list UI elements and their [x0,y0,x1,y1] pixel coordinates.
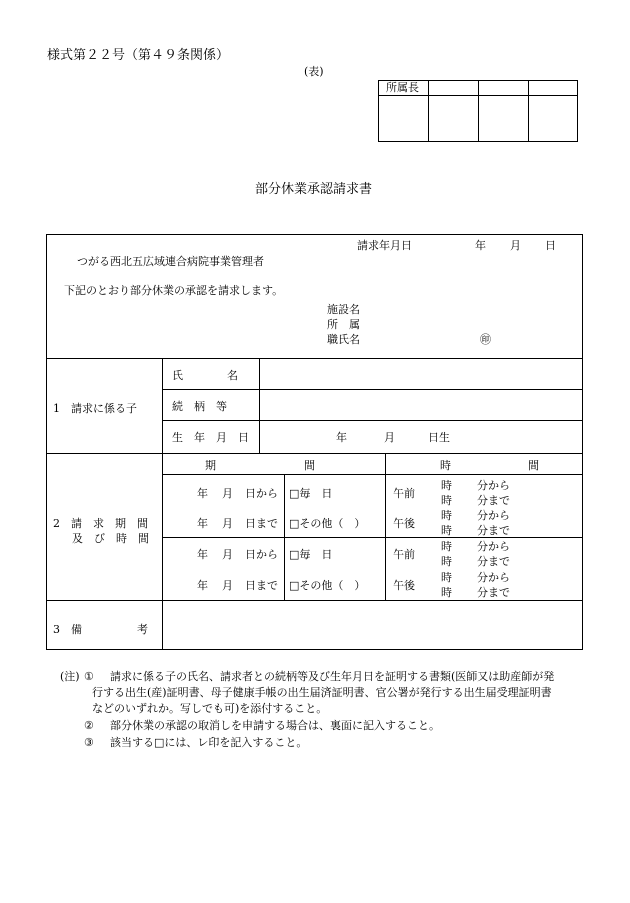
time5-from: 分から [477,540,510,553]
time4-to: 分まで [477,524,510,537]
time8-hour: 時 [441,586,452,599]
period1-from-month: 月 [222,487,233,500]
period1-to-day: 日まで [245,517,278,530]
time2-to: 分まで [477,494,510,507]
relation-label: 続 柄 等 [172,400,227,413]
period2-from-month: 月 [222,548,233,561]
addressee: つがる西北五広域連合病院事業管理者 [77,255,264,268]
section2-label-line2: 及 び 時 間 [72,532,149,545]
request-date-day: 日 [545,239,556,252]
time7-hour: 時 [441,571,452,584]
request-statement: 下記のとおり部分休業の承認を請求します。 [64,284,284,297]
time6-to: 分まで [477,555,510,568]
time5-hour: 時 [441,540,452,553]
time2-hour: 時 [441,494,452,507]
time1-hour: 時 [441,479,452,492]
time3-from: 分から [477,509,510,522]
period1-am: 午前 [393,487,415,500]
child-name-label: 氏 名 [172,369,238,382]
time8-to: 分まで [477,586,510,599]
notes-prefix: (注) [60,670,80,683]
time7-from: 分から [477,571,510,584]
note1-line2: 行する出生(産)証明書、母子健康手帳の出生届済証明書、官公署が発行する出生届受理証明書 [92,686,552,699]
page-title: 部分休業承認請求書 [255,182,373,197]
period2-to-day: 日まで [245,579,278,592]
department-label: 所 属 [327,318,360,331]
time4-hour: 時 [441,524,452,537]
time6-hour: 時 [441,555,452,568]
facility-label: 施設名 [327,303,360,316]
period1-pm: 午後 [393,517,415,530]
note3-mark: ③ [84,736,94,749]
section2-label-line1: 2 請 求 期 間 [53,517,148,530]
period2-to-year: 年 [197,579,208,592]
period-header: 期 間 [205,459,315,472]
stamp-box-label: 所属長 [386,81,419,94]
time-header: 時 間 [440,459,539,472]
stamp-box [378,80,578,142]
period2-pm: 午後 [393,579,415,592]
note1-line1: 請求に係る子の氏名、請求者との続柄等及び生年月日を証明する書類(医師又は助産師が発 [110,670,555,683]
period2-from-day: 日から [245,548,278,561]
birth-day: 日生 [428,431,450,444]
section1-label: 1 請求に係る子 [53,402,137,415]
time3-hour: 時 [441,509,452,522]
request-date-month: 月 [510,239,521,252]
applicant-name-label: 職氏名 [327,333,360,346]
time1-from: 分から [477,479,510,492]
period1-to-month: 月 [222,517,233,530]
period1-every-day-checkbox[interactable]: □毎 日 [289,487,333,500]
period1-to-year: 年 [197,517,208,530]
period2-am: 午前 [393,548,415,561]
note1-mark: ① [84,670,94,683]
period1-from-year: 年 [197,487,208,500]
period1-other-checkbox[interactable]: □その他（ ） [289,517,366,530]
period2-from-year: 年 [197,548,208,561]
request-date-label: 請求年月日 [357,239,412,252]
period2-every-day-checkbox[interactable]: □毎 日 [289,548,333,561]
birthdate-label: 生 年 月 日 [172,431,249,444]
seal-mark: ㊞ [480,333,491,346]
note1-line3: などのいずれか。写しでも可)を添付すること。 [92,702,328,715]
note2-mark: ② [84,719,94,732]
remarks-label: 3 備 考 [53,623,148,636]
period2-to-month: 月 [222,579,233,592]
birth-year: 年 [336,431,347,444]
note3-text: 該当する□には、レ印を記入すること。 [110,736,308,749]
request-date-year: 年 [475,239,486,252]
period1-from-day: 日から [245,487,278,500]
birth-month: 月 [384,431,395,444]
note2-text: 部分休業の承認の取消しを申請する場合は、裏面に記入すること。 [110,719,440,732]
side-indicator: (表) [304,65,324,78]
period2-other-checkbox[interactable]: □その他（ ） [289,579,366,592]
form-number: 様式第２２号（第４９条関係） [47,48,230,63]
